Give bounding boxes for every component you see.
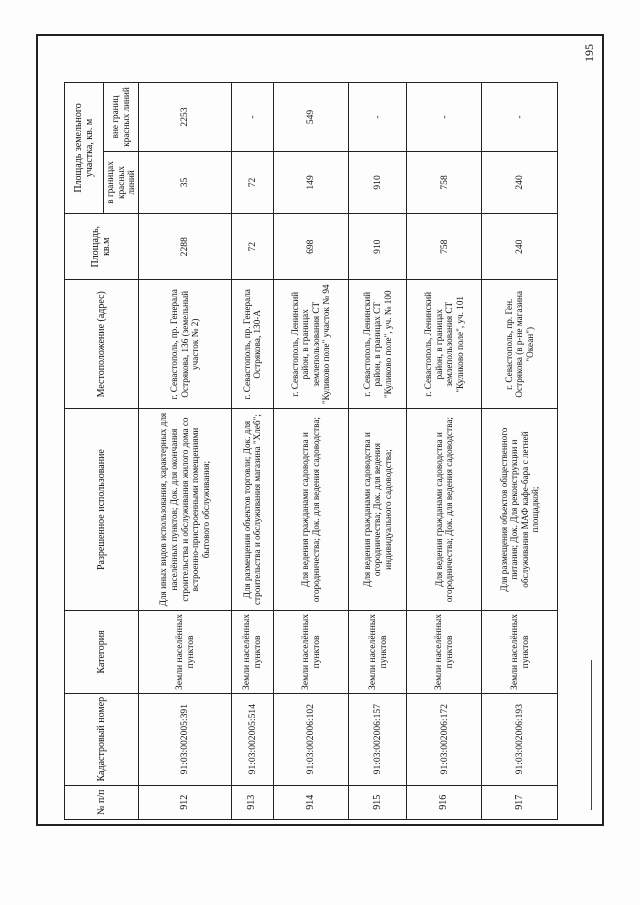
cell-num: 912 bbox=[138, 785, 231, 819]
cell-usage: Для ведения гражданами садоводства и огородничества; Док. для ведения садоводства; bbox=[273, 409, 349, 611]
header-cadastral: Кадастровый номер bbox=[65, 693, 139, 785]
cell-usage: Для иных видов использования, характерных для населённых пунктов; Док. для окончания строительства и обслуживания жилого дома со встроенно-пристроенными помещениями бытового обслуживания; bbox=[138, 409, 231, 611]
cell-location: г. Севастополь, Ленинский район, в границах землепользования СТ "Куликово поле" участок № 94 bbox=[273, 280, 349, 409]
cell-location: г. Севастополь, Ленинский район, в границах СТ "Куликово поле", уч. № 100 bbox=[349, 280, 407, 409]
cell-inside: 910 bbox=[349, 151, 407, 213]
cell-area: 698 bbox=[273, 213, 349, 280]
cell-area: 240 bbox=[482, 213, 558, 280]
table-row bbox=[273, 83, 349, 820]
land-plots-table bbox=[64, 82, 558, 820]
cell-category: Земли населённых пунктов bbox=[349, 611, 407, 694]
cell-num: 916 bbox=[406, 785, 482, 819]
header-location: Местоположение (адрес) bbox=[65, 280, 139, 409]
cell-location: г. Севастополь, пр. Ген. Острякова (в р-не магазина "Океан") bbox=[482, 280, 558, 409]
table-header-row bbox=[65, 83, 104, 820]
table-row bbox=[138, 83, 231, 820]
cell-cadastral: 91:03:002006:157 bbox=[349, 693, 407, 785]
cell-location: г. Севастополь, Ленинский район, в границах землепользования СТ "Куликово поле", уч. 101 bbox=[406, 280, 482, 409]
cell-outside: - bbox=[482, 83, 558, 152]
rotated-table-wrapper bbox=[64, 82, 558, 820]
cell-location: г. Севастополь, пр. Генерала Острякова, 130-А bbox=[231, 280, 273, 409]
cell-inside: 240 bbox=[482, 151, 558, 213]
header-outside-red: вне границ красных линий bbox=[104, 83, 139, 152]
cell-category: Земли населённых пунктов bbox=[273, 611, 349, 694]
header-category: Категория bbox=[65, 611, 139, 694]
cell-usage: Для размещения объектов торговли; Док. для строительства и обслуживания магазина "Хлеб"; bbox=[231, 409, 273, 611]
cell-inside: 35 bbox=[138, 151, 231, 213]
cell-usage: Для ведения гражданами садоводства и огородничества; Док. для ведения индивидуального садоводства; bbox=[349, 409, 407, 611]
cell-category: Земли населённых пунктов bbox=[231, 611, 273, 694]
cell-num: 915 bbox=[349, 785, 407, 819]
table-row bbox=[231, 83, 273, 820]
cell-location: г. Севастополь, пр. Генерала Острякова, 136 (земельный участок № 2) bbox=[138, 280, 231, 409]
header-plot-area: Площадь земельного участка, кв. м bbox=[65, 83, 104, 214]
page-number: 195 bbox=[581, 44, 596, 62]
cell-usage: Для размещения объектов общественного питания; Док. Для реконструкции и обслуживания МАФ кафе-бара с летней площадкой; bbox=[482, 409, 558, 611]
header-num: № п/п bbox=[65, 785, 139, 819]
cell-cadastral: 91:03:002005:391 bbox=[138, 693, 231, 785]
cell-area: 2288 bbox=[138, 213, 231, 280]
cell-category: Земли населённых пунктов bbox=[406, 611, 482, 694]
header-inside-red: в границах красных линий bbox=[104, 151, 139, 213]
cell-num: 913 bbox=[231, 785, 273, 819]
cell-outside: - bbox=[231, 83, 273, 152]
margin-rule bbox=[591, 660, 592, 810]
table-row bbox=[406, 83, 482, 820]
table-row bbox=[482, 83, 558, 820]
cell-outside: 2253 bbox=[138, 83, 231, 152]
cell-cadastral: 91:03:002006:172 bbox=[406, 693, 482, 785]
cell-outside: - bbox=[349, 83, 407, 152]
cell-outside: - bbox=[406, 83, 482, 152]
header-usage: Разрешенное использование bbox=[65, 409, 139, 611]
cell-area: 72 bbox=[231, 213, 273, 280]
cell-area: 758 bbox=[406, 213, 482, 280]
cell-cadastral: 91:03:002006:102 bbox=[273, 693, 349, 785]
cell-num: 914 bbox=[273, 785, 349, 819]
cell-cadastral: 91:03:002006:193 bbox=[482, 693, 558, 785]
table-row bbox=[349, 83, 407, 820]
cell-inside: 149 bbox=[273, 151, 349, 213]
cell-area: 910 bbox=[349, 213, 407, 280]
cell-inside: 72 bbox=[231, 151, 273, 213]
cell-category: Земли населённых пунктов bbox=[138, 611, 231, 694]
cell-outside: 549 bbox=[273, 83, 349, 152]
cell-cadastral: 91:03:002005:514 bbox=[231, 693, 273, 785]
cell-usage: Для ведения гражданами садоводства и огородничества; Док. для ведения садоводства; bbox=[406, 409, 482, 611]
cell-inside: 758 bbox=[406, 151, 482, 213]
cell-category: Земли населённых пунктов bbox=[482, 611, 558, 694]
cell-num: 917 bbox=[482, 785, 558, 819]
header-area: Площадь, кв.м bbox=[65, 213, 139, 280]
